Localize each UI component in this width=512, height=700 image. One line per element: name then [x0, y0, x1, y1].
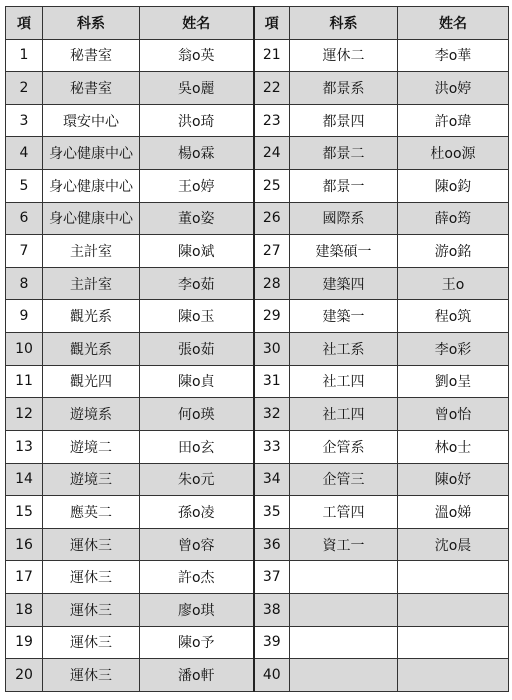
- table-row: [6, 104, 509, 137]
- row-index-right: 27: [254, 235, 290, 268]
- row-name-right: 林o士: [398, 430, 509, 463]
- row-index-left: 17: [6, 561, 43, 594]
- row-name-right: 許o瑋: [398, 104, 509, 137]
- row-department-left: 觀光系: [43, 300, 140, 333]
- table-row: [6, 463, 509, 496]
- table-row: [6, 398, 509, 431]
- row-name-left: 翁o英: [140, 39, 254, 72]
- row-department-right: [290, 561, 398, 594]
- row-name-right: 溫o娣: [398, 496, 509, 529]
- row-name-right: 杜oo源: [398, 137, 509, 170]
- row-department-right: 社工四: [290, 365, 398, 398]
- row-index-left: 10: [6, 333, 43, 366]
- row-name-right: 程o筑: [398, 300, 509, 333]
- row-department-right: 社工四: [290, 398, 398, 431]
- row-department-left: 運休三: [43, 659, 140, 692]
- roster-table-container: [5, 6, 508, 692]
- table-row: [6, 267, 509, 300]
- row-index-right: 33: [254, 430, 290, 463]
- row-index-right: 30: [254, 333, 290, 366]
- row-name-left: 洪o琦: [140, 104, 254, 137]
- row-name-left: 楊o霖: [140, 137, 254, 170]
- table-row: [6, 39, 509, 72]
- table-row: [6, 430, 509, 463]
- row-index-right: 22: [254, 72, 290, 105]
- row-department-right: 建築一: [290, 300, 398, 333]
- row-index-right: 40: [254, 659, 290, 692]
- row-department-right: 企管三: [290, 463, 398, 496]
- row-name-right: 沈o晨: [398, 528, 509, 561]
- row-department-right: 都景系: [290, 72, 398, 105]
- table-row: [6, 170, 509, 203]
- header-department-right: 科系: [290, 7, 398, 40]
- table-row: [6, 235, 509, 268]
- row-name-right: 陳o妤: [398, 463, 509, 496]
- row-index-left: 15: [6, 496, 43, 529]
- row-name-left: 陳o予: [140, 626, 254, 659]
- row-department-left: 遊境三: [43, 463, 140, 496]
- row-index-left: 11: [6, 365, 43, 398]
- row-index-right: 37: [254, 561, 290, 594]
- row-name-left: 吳o麗: [140, 72, 254, 105]
- row-index-right: 39: [254, 626, 290, 659]
- row-department-left: 遊境二: [43, 430, 140, 463]
- table-row: [6, 626, 509, 659]
- row-department-right: [290, 626, 398, 659]
- row-index-left: 13: [6, 430, 43, 463]
- row-department-left: 運休三: [43, 626, 140, 659]
- row-name-left: 陳o貞: [140, 365, 254, 398]
- row-index-right: 23: [254, 104, 290, 137]
- row-name-left: 許o杰: [140, 561, 254, 594]
- row-department-right: 建築四: [290, 267, 398, 300]
- row-department-right: 運休二: [290, 39, 398, 72]
- row-name-left: 孫o凌: [140, 496, 254, 529]
- row-department-right: 資工一: [290, 528, 398, 561]
- row-name-right: [398, 659, 509, 692]
- row-index-right: 26: [254, 202, 290, 235]
- row-department-right: [290, 593, 398, 626]
- table-row: [6, 72, 509, 105]
- row-index-left: 18: [6, 593, 43, 626]
- table-row: [6, 365, 509, 398]
- row-name-left: 何o瑛: [140, 398, 254, 431]
- header-row: [6, 7, 509, 40]
- row-index-left: 19: [6, 626, 43, 659]
- row-index-right: 21: [254, 39, 290, 72]
- roster-body: [6, 39, 509, 691]
- header-department-left: 科系: [43, 7, 140, 40]
- row-index-right: 35: [254, 496, 290, 529]
- row-department-right: 工管四: [290, 496, 398, 529]
- row-name-left: 張o茹: [140, 333, 254, 366]
- row-department-left: 遊境系: [43, 398, 140, 431]
- row-index-right: 36: [254, 528, 290, 561]
- row-department-left: 運休三: [43, 528, 140, 561]
- table-row: [6, 333, 509, 366]
- table-row: [6, 300, 509, 333]
- row-name-right: [398, 561, 509, 594]
- row-department-left: 身心健康中心: [43, 170, 140, 203]
- row-name-left: 曾o容: [140, 528, 254, 561]
- row-department-right: 國際系: [290, 202, 398, 235]
- table-row: [6, 561, 509, 594]
- row-index-right: 24: [254, 137, 290, 170]
- row-name-right: 陳o鈞: [398, 170, 509, 203]
- row-department-left: 運休三: [43, 593, 140, 626]
- row-name-left: 李o茹: [140, 267, 254, 300]
- table-row: [6, 496, 509, 529]
- row-department-left: 環安中心: [43, 104, 140, 137]
- row-index-right: 32: [254, 398, 290, 431]
- row-index-right: 34: [254, 463, 290, 496]
- row-index-left: 20: [6, 659, 43, 692]
- table-row: [6, 202, 509, 235]
- row-name-right: 薛o筠: [398, 202, 509, 235]
- row-department-left: 秘書室: [43, 39, 140, 72]
- row-name-left: 朱o元: [140, 463, 254, 496]
- row-department-right: 建築碩一: [290, 235, 398, 268]
- row-index-left: 4: [6, 137, 43, 170]
- row-index-left: 9: [6, 300, 43, 333]
- row-name-left: 董o姿: [140, 202, 254, 235]
- row-name-right: 王o: [398, 267, 509, 300]
- row-department-left: 身心健康中心: [43, 202, 140, 235]
- row-index-right: 25: [254, 170, 290, 203]
- table-row: [6, 593, 509, 626]
- row-department-right: 都景一: [290, 170, 398, 203]
- row-index-left: 16: [6, 528, 43, 561]
- row-index-right: 31: [254, 365, 290, 398]
- row-index-right: 29: [254, 300, 290, 333]
- row-name-left: 廖o琪: [140, 593, 254, 626]
- table-row: [6, 528, 509, 561]
- row-name-left: 王o婷: [140, 170, 254, 203]
- row-department-right: 都景二: [290, 137, 398, 170]
- row-index-right: 38: [254, 593, 290, 626]
- row-department-right: 社工系: [290, 333, 398, 366]
- row-department-left: 身心健康中心: [43, 137, 140, 170]
- row-name-left: 陳o玉: [140, 300, 254, 333]
- row-index-left: 7: [6, 235, 43, 268]
- header-index-left: 項: [6, 7, 43, 40]
- table-row: [6, 137, 509, 170]
- row-department-left: 主計室: [43, 267, 140, 300]
- row-department-left: 主計室: [43, 235, 140, 268]
- row-name-right: 李o華: [398, 39, 509, 72]
- row-name-right: [398, 626, 509, 659]
- row-name-right: 游o銘: [398, 235, 509, 268]
- row-department-left: 觀光四: [43, 365, 140, 398]
- row-index-left: 3: [6, 104, 43, 137]
- row-name-left: 陳o斌: [140, 235, 254, 268]
- header-name-right: 姓名: [398, 7, 509, 40]
- row-index-left: 6: [6, 202, 43, 235]
- header-index-right: 項: [254, 7, 290, 40]
- row-index-left: 14: [6, 463, 43, 496]
- row-name-right: 曾o怡: [398, 398, 509, 431]
- row-name-left: 田o玄: [140, 430, 254, 463]
- row-department-left: 應英二: [43, 496, 140, 529]
- row-department-left: 運休三: [43, 561, 140, 594]
- row-department-right: 企管系: [290, 430, 398, 463]
- row-name-left: 潘o軒: [140, 659, 254, 692]
- row-index-right: 28: [254, 267, 290, 300]
- header-name-left: 姓名: [140, 7, 254, 40]
- row-name-right: 洪o婷: [398, 72, 509, 105]
- row-index-left: 1: [6, 39, 43, 72]
- row-name-right: [398, 593, 509, 626]
- row-name-right: 劉o呈: [398, 365, 509, 398]
- row-department-right: [290, 659, 398, 692]
- row-index-left: 12: [6, 398, 43, 431]
- table-row: [6, 659, 509, 692]
- roster-table: [5, 6, 509, 692]
- row-index-left: 5: [6, 170, 43, 203]
- row-department-left: 觀光系: [43, 333, 140, 366]
- row-department-right: 都景四: [290, 104, 398, 137]
- row-index-left: 8: [6, 267, 43, 300]
- row-name-right: 李o彩: [398, 333, 509, 366]
- row-index-left: 2: [6, 72, 43, 105]
- row-department-left: 秘書室: [43, 72, 140, 105]
